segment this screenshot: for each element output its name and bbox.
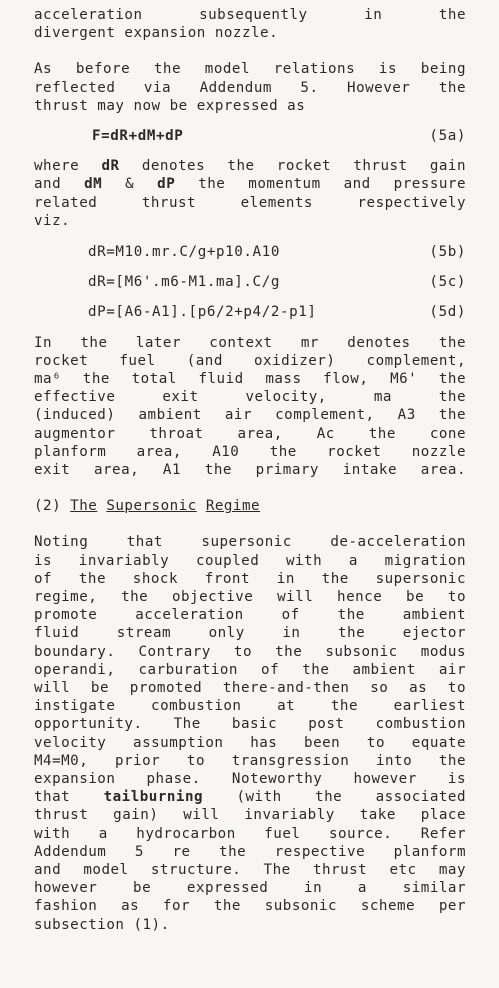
paragraph-definitions [34,157,466,230]
text-line: where dR denotes the rocket thrust gain [34,158,467,175]
text-line: In the later context mr denotes the [34,334,466,351]
paragraph-supersonic [34,533,466,933]
equation-expression: dP=[A6-A1].[p6/2+p4/2-p1] [88,304,317,321]
equation-expression: dR=[M6'.m6-M1.ma].C/g [88,274,280,291]
text-line: of the shock front in the supersonic [34,570,466,587]
equation-expression: dR=M10.mr.C/g+p10.A10 [88,244,280,261]
text-line: regime, the objective will hence be to [34,589,466,606]
paragraph-thrust-intro [34,60,466,115]
text-line: subsection (1). [34,916,170,933]
text-line: reflected via Addendum 5. However the [34,79,466,96]
equation-block [34,243,466,322]
text-line: Addendum 5 re the respective planform [34,843,466,860]
text-line: divergent expansion nozzle. [34,25,279,42]
equation-5c [34,273,466,291]
text-line: instigate combustion at the earliest [34,698,466,715]
equation-number: (5b) [429,244,466,261]
text-line: augmentor throat area, Ac the cone [34,425,466,442]
equation-5b [34,243,466,261]
text-line: will be promoted there-and-then so as to [34,680,466,697]
text-line: thrust may now be expressed as [34,97,306,114]
text-line: exit area, A1 the primary intake area. [34,462,466,478]
text-line: viz. [34,212,71,229]
text-line: effective exit velocity, ma the [34,389,466,406]
section-number: (2) [34,498,62,515]
equation-number: (5d) [429,304,466,321]
text-line: expansion phase. Noteworthy however is [34,771,466,788]
text-line: fluid stream only in the ejector [34,625,466,642]
text-line: and model structure. The thrust etc may [34,862,466,879]
text-line: As before the model relations is being [34,61,466,78]
document-page [34,6,466,934]
equation-expression: F=dR+dM+dP [92,128,184,145]
section-heading [34,497,466,515]
text-line: boundary. Contrary to the subsonic modus [34,643,466,660]
equation-5a [34,127,466,145]
section-title-word: Regime [205,498,261,515]
text-line: Noting that supersonic de-acceleration [34,534,466,551]
text-line: acceleration subsequently in the [34,7,466,23]
equation-number: (5a) [429,128,466,145]
text-line: fashion as for the subsonic scheme per [34,898,466,915]
text-line: promote acceleration of the ambient [34,607,466,624]
text-line: M4=M0, prior to transgression into the [34,752,466,769]
section-title-word: The [70,498,98,515]
paragraph-symbols [34,334,466,480]
text-line: velocity assumption has been to equate [34,734,466,751]
paragraph-intro [34,6,466,42]
text-line: that tailburning (with the associated [34,789,466,806]
text-line: related thrust elements respectively [34,194,466,211]
text-line: with a hydrocarbon fuel source. Refer [34,825,466,842]
text-line: ma⁶ the total fluid mass flow, M6' the [34,370,466,387]
text-line: thrust gain) will invariably take place [34,807,466,824]
text-line: opportunity. The basic post combustion [34,716,466,733]
text-line: operandi, carburation of the ambient air [34,661,466,678]
text-line: and dM & dP the momentum and pressure [34,176,467,193]
text-line: however be expressed in a similar [34,880,466,897]
text-line: rocket fuel (and oxidizer) complement, [34,352,466,369]
section-title-word: Supersonic [106,498,197,515]
equation-5d [34,303,466,321]
text-line: planform area, A10 the rocket nozzle [34,443,466,460]
text-line: (induced) ambient air complement, A3 the [34,407,466,424]
equation-number: (5c) [429,274,466,291]
text-line: is invariably coupled with a migration [34,552,466,569]
